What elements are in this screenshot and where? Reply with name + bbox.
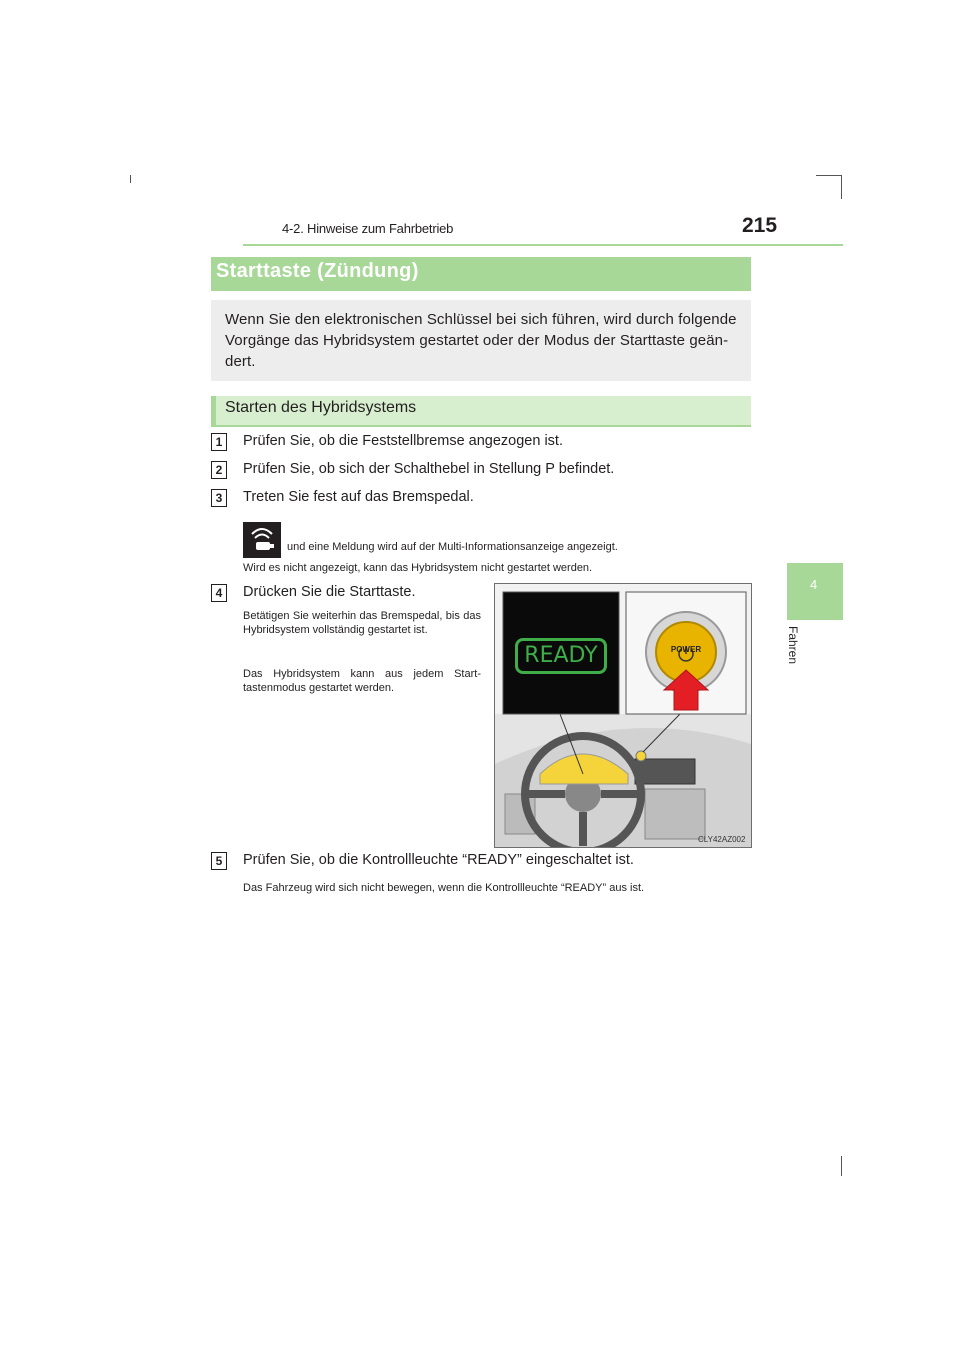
step5-note: Das Fahrzeug wird sich nicht bewegen, wenn die Kontrollleuchte “READY” aus ist. xyxy=(243,882,645,894)
step3-note-1: und eine Meldung wird auf der Multi-Informationsanzeige angezeigt. xyxy=(287,541,618,553)
dashboard-illustration xyxy=(495,584,751,847)
crop-mark xyxy=(816,175,842,176)
step-text: Prüfen Sie, ob die Feststellbremse angezogen ist. xyxy=(243,433,563,449)
chapter-number: 4 xyxy=(810,577,818,592)
step4-note-2: Das Hybridsystem kann aus jedem Start-tastenmodus gestartet werden. xyxy=(243,668,481,694)
step4-note-1: Betätigen Sie weiterhin das Bremspedal, bis das Hybridsystem vollständig gestartet ist. xyxy=(243,610,481,636)
step-number: 2 xyxy=(211,461,227,479)
crop-mark xyxy=(841,1156,842,1176)
step-text: Drücken Sie die Starttaste. xyxy=(243,584,416,600)
chapter-label-text: Fahren xyxy=(786,626,800,665)
brake-indicator-icon xyxy=(243,522,281,558)
step-number: 5 xyxy=(211,852,227,870)
crop-mark xyxy=(130,175,131,183)
step-text: Prüfen Sie, ob sich der Schalthebel in Stellung P befindet. xyxy=(243,461,615,477)
ready-indicator: READY xyxy=(515,638,607,674)
step-number: 4 xyxy=(211,584,227,602)
step-text: Prüfen Sie, ob die Kontrollleuchte “READY” eingeschaltet ist. xyxy=(243,852,634,868)
step-number: 1 xyxy=(211,433,227,451)
page-number: 215 xyxy=(742,214,778,237)
subheading-accent xyxy=(211,396,216,425)
crop-mark xyxy=(841,175,842,199)
step-text: Treten Sie fest auf das Bremspedal. xyxy=(243,489,474,505)
intro-text: Wenn Sie den elektronischen Schlüssel bei sich führen, wird durch folgende Vorgänge das Hybridsystem gestartet oder der Modus der Starttaste geän-dert. xyxy=(225,311,737,370)
chapter-label xyxy=(786,626,806,676)
figure-code: CLY42AZ002 xyxy=(698,835,746,844)
section-header: 4-2. Hinweise zum Fahrbetrieb xyxy=(282,221,454,236)
key-signal-icon xyxy=(243,522,281,558)
subheading: Starten des Hybridsystems xyxy=(225,399,417,416)
power-button-label: POWER xyxy=(670,645,702,654)
header-rule xyxy=(243,244,843,246)
page-title: Starttaste (Zündung) xyxy=(216,260,419,282)
step3-note-2: Wird es nicht angezeigt, kann das Hybridsystem nicht gestartet werden. xyxy=(243,562,593,574)
figure-start-procedure xyxy=(494,583,752,848)
step-number: 3 xyxy=(211,489,227,507)
